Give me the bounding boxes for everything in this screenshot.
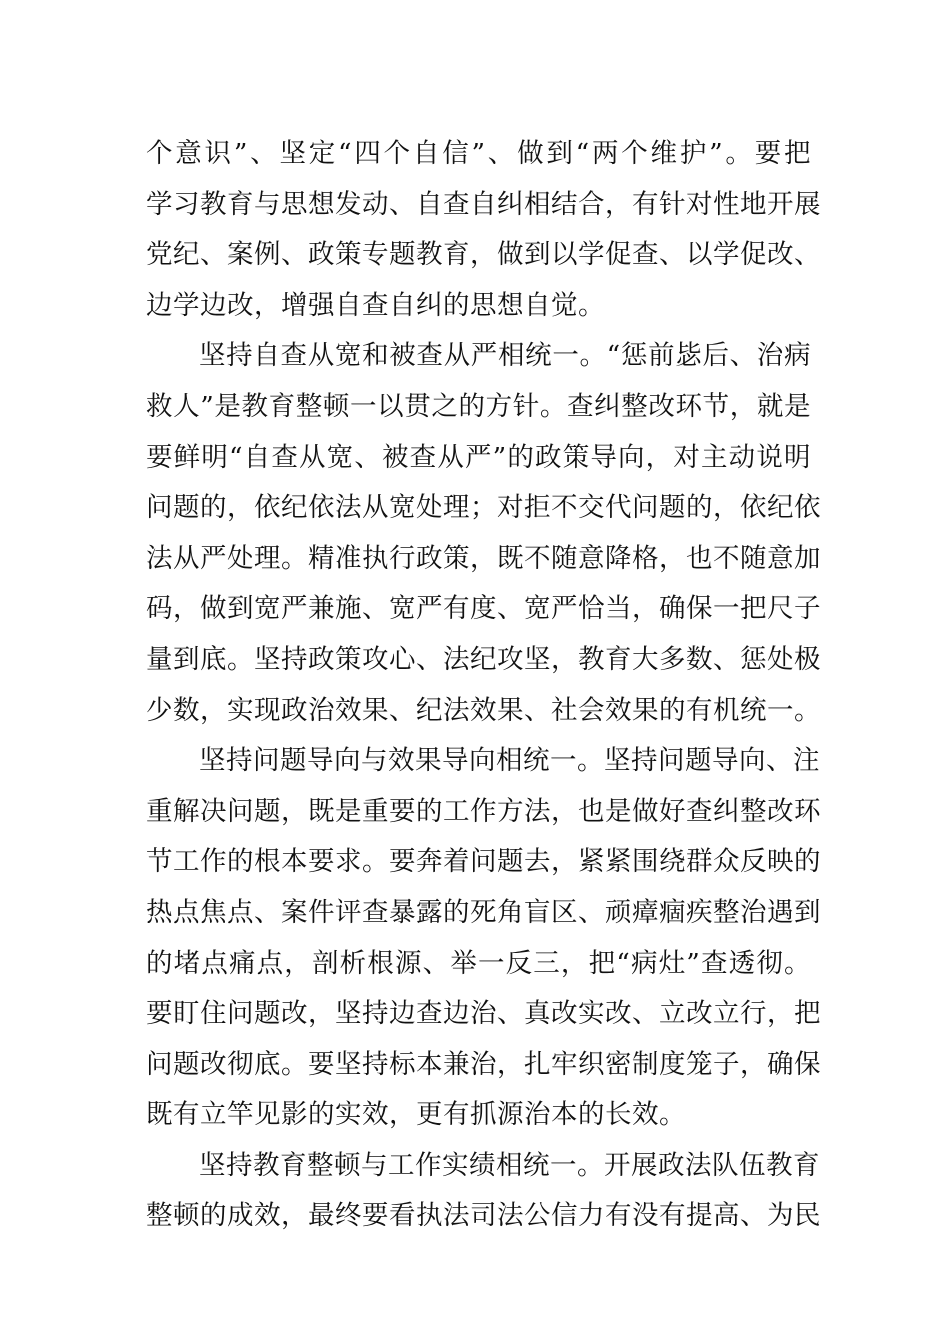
text-line: 既有立竿见影的实效，更有抓源治本的长效。: [146, 1099, 686, 1131]
text-line: 量到底。坚持政策攻心、法纪攻坚，教育大多数、惩处极: [146, 643, 821, 675]
text-line: 整顿的成效，最终要看执法司法公信力有没有提高、为民: [146, 1200, 821, 1232]
document-body: [146, 129, 821, 1242]
text-line: 热点焦点、案件评查暴露的死角盲区、顽瘴痼疾整治遇到: [146, 896, 821, 928]
text-line: 码，做到宽严兼施、宽严有度、宽严恰当，确保一把尺子: [146, 593, 821, 625]
text-line: 法从严处理。精准执行政策，既不随意降格，也不随意加: [146, 542, 821, 574]
text-line: 节工作的根本要求。要奔着问题去，紧紧围绕群众反映的: [146, 846, 821, 878]
text-line: 要盯住问题改，坚持边查边治、真改实改、立改立行，把: [146, 998, 821, 1030]
text-line: 问题的，依纪依法从宽处理；对拒不交代问题的，依纪依: [146, 492, 821, 524]
paragraph-heading-line: 坚持教育整顿与工作实绩相统一。开展政法队伍教育: [199, 1149, 820, 1181]
paragraph-heading-line: 坚持自查从宽和被查从严相统一。“惩前毖后、治病: [199, 340, 811, 372]
text-line: 救人”是教育整顿一以贯之的方针。查纠整改环节，就是: [146, 390, 811, 422]
text-line: 边学边改，增强自查自纠的思想自觉。: [146, 289, 605, 321]
text-line: 党纪、案例、政策专题教育，做到以学促查、以学促改、: [146, 239, 821, 271]
text-line: 学习教育与思想发动、自查自纠相结合，有针对性地开展: [146, 188, 821, 220]
text-line: 重解决问题，既是重要的工作方法，也是做好查纠整改环: [146, 795, 821, 827]
text-line: 少数，实现政治效果、纪法效果、社会效果的有机统一。: [146, 694, 821, 726]
text-line: 的堵点痛点，剖析根源、举一反三，把“病灶”查透彻。: [146, 947, 811, 979]
text-line: 要鲜明“自查从宽、被查从严”的政策导向，对主动说明: [146, 441, 811, 473]
text-line: 个意识”、坚定“四个自信”、做到“两个维护”。要把: [146, 138, 811, 169]
paragraph-heading-line: 坚持问题导向与效果导向相统一。坚持问题导向、注: [199, 745, 820, 777]
text-line: 问题改彻底。要坚持标本兼治，扎牢织密制度笼子，确保: [146, 1048, 821, 1080]
